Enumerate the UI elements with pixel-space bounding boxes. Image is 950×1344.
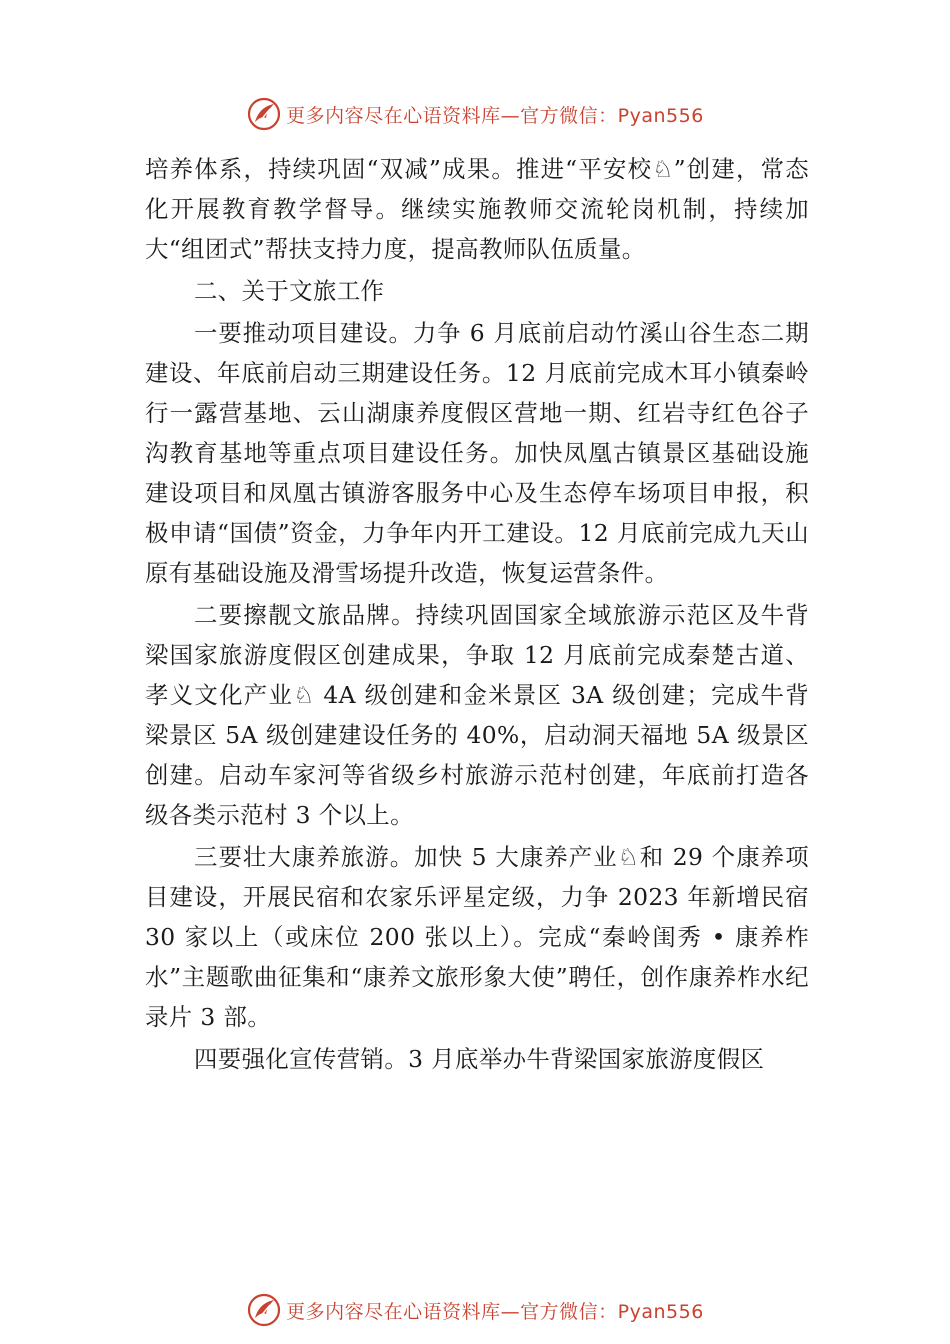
- section-heading: 二、关于文旅工作: [194, 277, 385, 305]
- watermark-text: 更多内容尽在心语资料库—官方微信：Pyan556: [286, 1300, 704, 1323]
- paragraph-continuation: 培养体系，持续巩固“双减”成果。推进“平安校♘”创建，常态化开展教育教学督导。继续实施教师交流轮岗机制，持续加大“组团式”帮扶支持力度，提高教师队伍质量。: [145, 155, 809, 263]
- logo-icon: [246, 96, 282, 132]
- paragraph-tourism-brand: 二要擦靓文旅品牌。持续巩固国家全域旅游示范区及牛背梁国家旅游度假区创建成果，争取 12 月底前完成秦楚古道、孝义文化产业♘ 4A 级创建和金米景区 3A 级创建；完成牛背梁景区 5A 级创建建设任务的 40%，启动洞天福地 5A 级景区创建。启动车家河等省级乡村旅游示范村创建，年底前打造各级各类示范村 3 个以上。: [145, 601, 809, 829]
- watermark-header: [0, 94, 950, 134]
- document-body: [145, 149, 809, 1079]
- paragraph-marketing: 四要强化宣传营销。3 月底举办牛背梁国家旅游度假区: [194, 1045, 765, 1073]
- watermark-text: 更多内容尽在心语资料库—官方微信：Pyan556: [286, 104, 704, 127]
- paragraph-health-tourism: 三要壮大康养旅游。加快 5 大康养产业♘和 29 个康养项目建设，开展民宿和农家乐评星定级，力争 2023 年新增民宿 30 家以上（或床位 200 张以上）。完成“秦岭闺秀 • 康养柞水”主题歌曲征集和“康养文旅形象大使”聘任，创作康养柞水纪录片 3 部。: [145, 843, 809, 1031]
- logo-icon: [246, 1292, 282, 1328]
- watermark-footer: [0, 1290, 950, 1330]
- paragraph-project-construction: 一要推动项目建设。力争 6 月底前启动竹溪山谷生态二期建设、年底前启动三期建设任务。12 月底前完成木耳小镇秦岭行一露营基地、云山湖康养度假区营地一期、红岩寺红色谷子沟教育基地等重点项目建设任务。加快凤凰古镇景区基础设施建设项目和凤凰古镇游客服务中心及生态停车场项目申报，积极申请“国债”资金，力争年内开工建设。12 月底前完成九天山原有基础设施及滑雪场提升改造，恢复运营条件。: [145, 319, 809, 587]
